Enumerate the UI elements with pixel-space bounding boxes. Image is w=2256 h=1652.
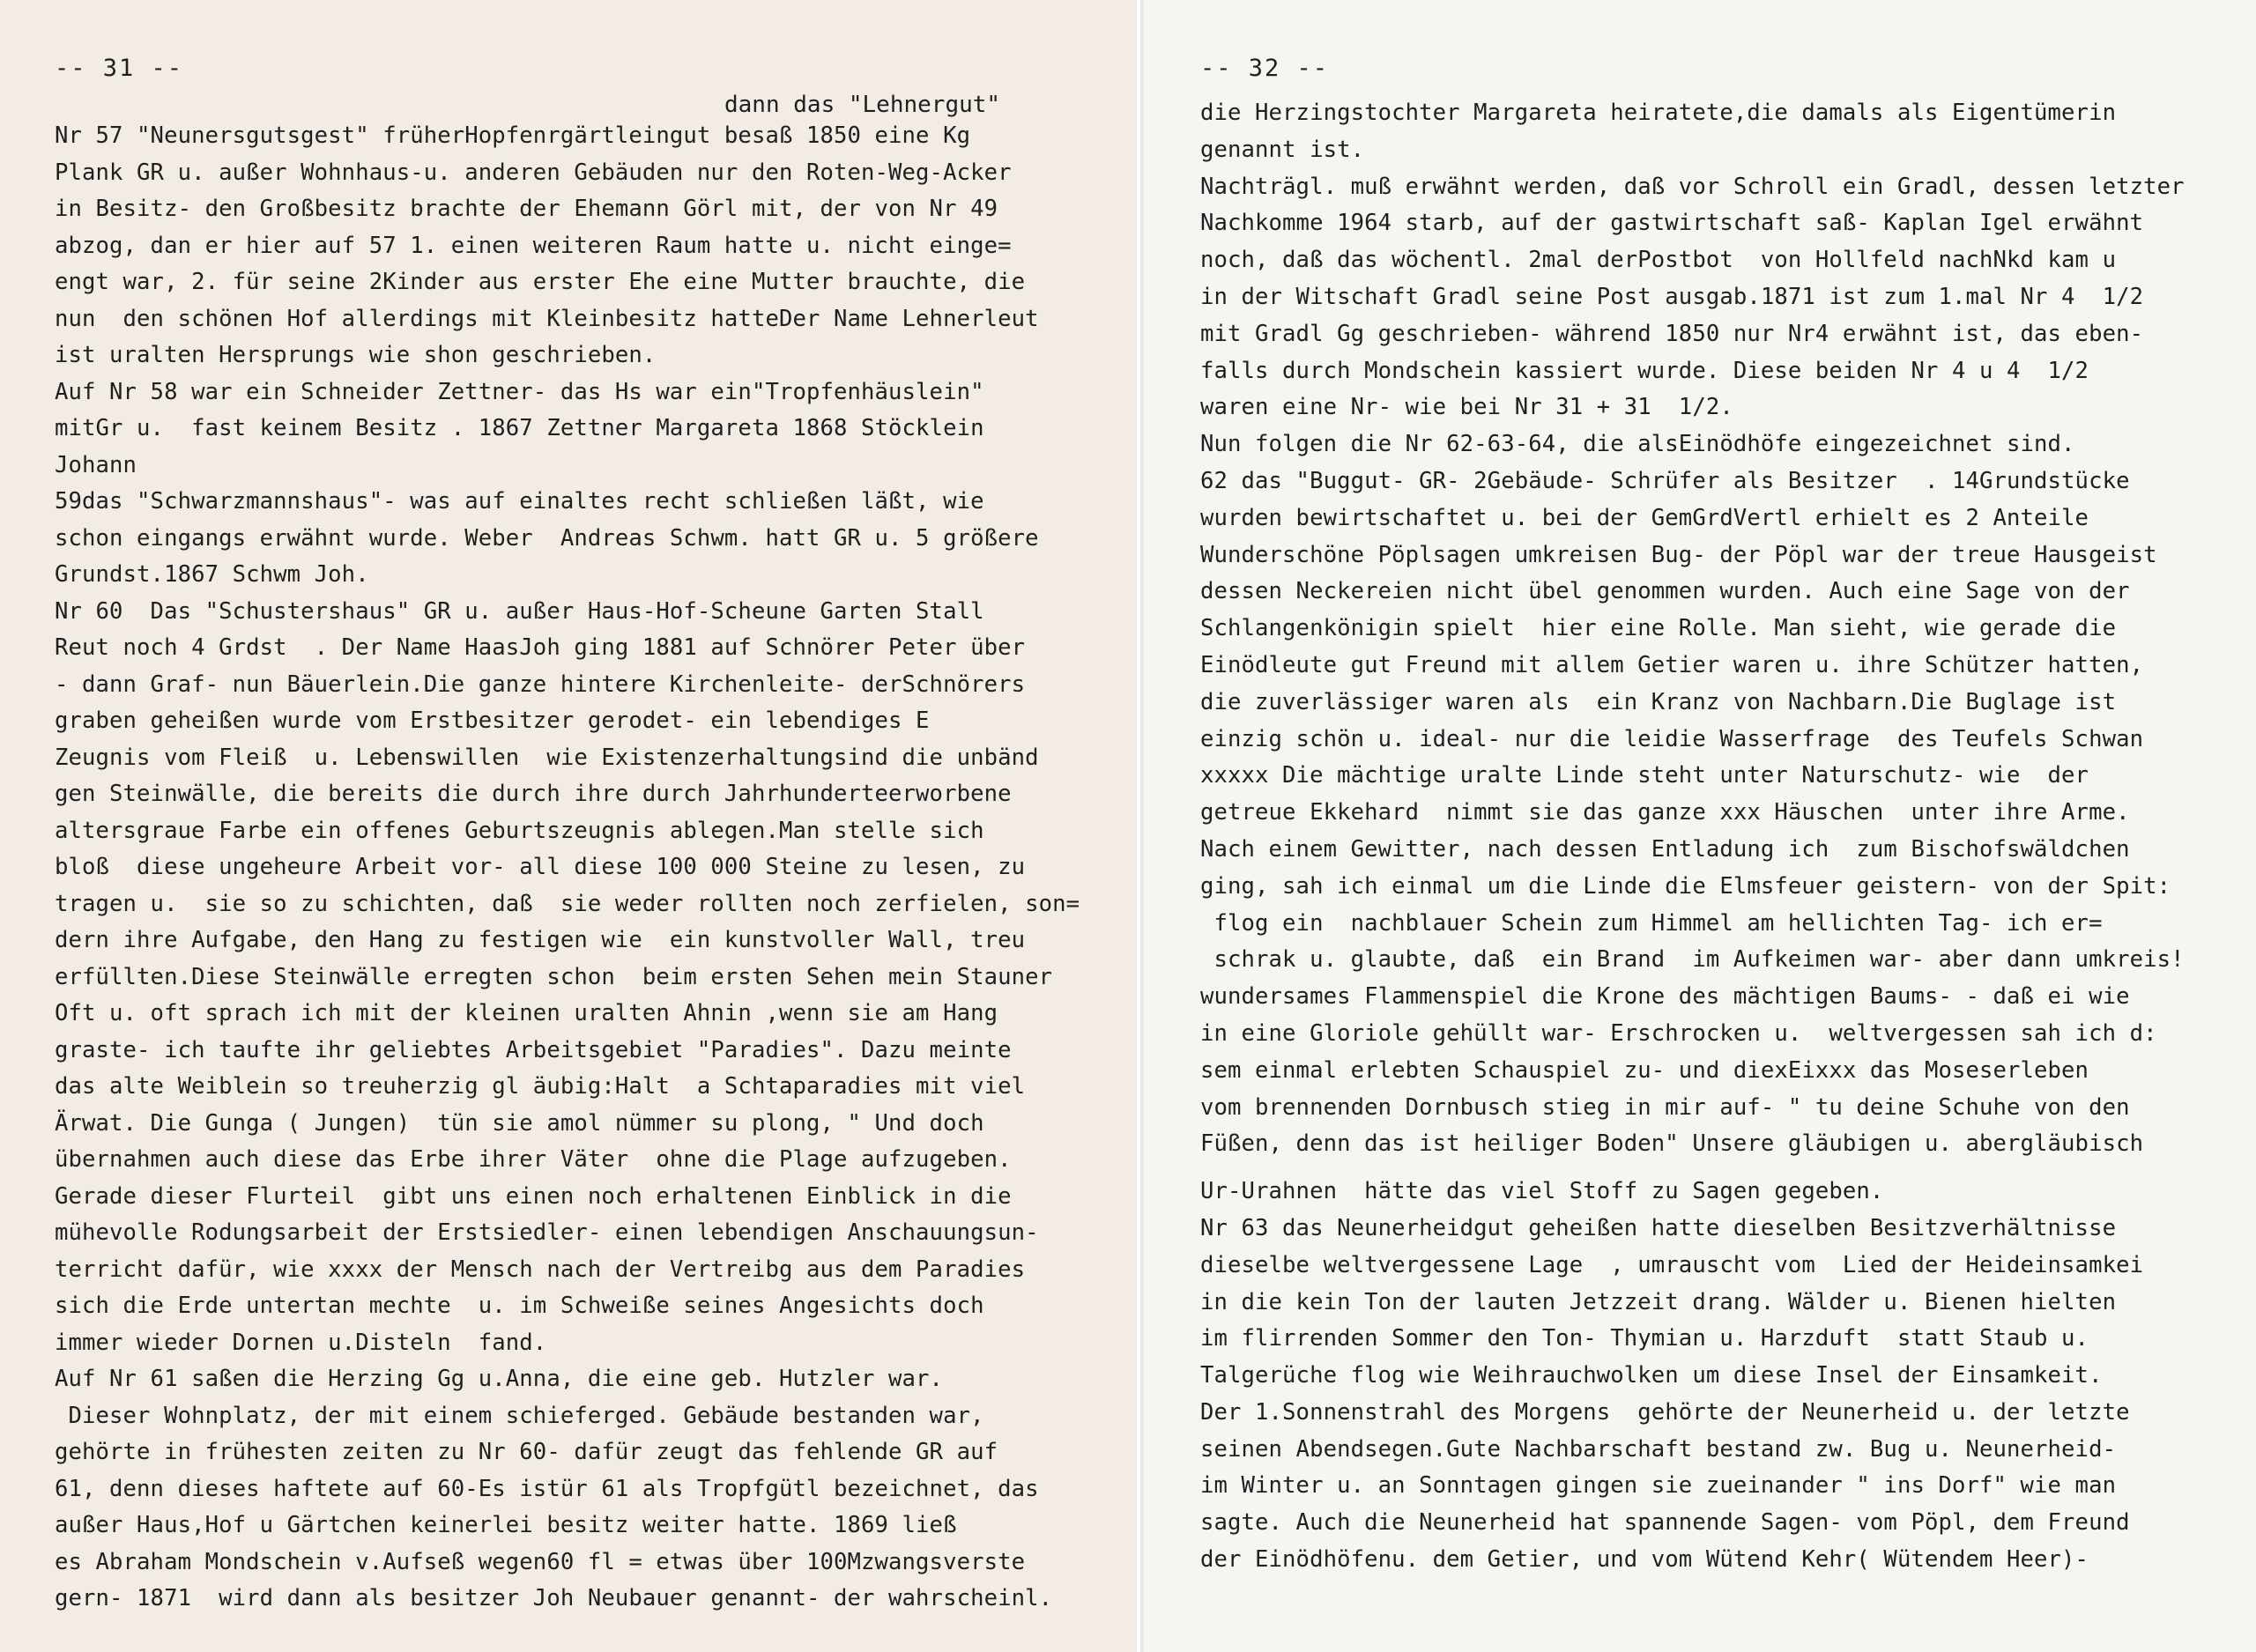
text-line: einzig schön u. ideal- nur die leidie Wasserfrage des Teufels Schwan: [1200, 725, 2144, 752]
text-line: Nr 57 "Neunersgutsgest" früherHopfenrgärtleingut besaß 1850 eine Kg: [55, 122, 971, 149]
text-line: ging, sah ich einmal um die Linde die Elmsfeuer geistern- von der Spit:: [1200, 872, 2171, 900]
text-line: Oft u. oft sprach ich mit der kleinen uralten Ahnin ,wenn sie am Hang: [55, 1000, 998, 1026]
text-line: es Abraham Mondschein v.Aufseß wegen60 fl = etwas über 100Mzwangsverste: [55, 1548, 1026, 1575]
text-line: wundersames Flammenspiel die Krone des mächtigen Baums- - daß ei wie: [1200, 983, 2130, 1011]
text-line: Auf Nr 61 saßen die Herzing Gg u.Anna, die eine geb. Hutzler war.: [55, 1366, 944, 1392]
text-line: Talgerüche flog wie Weihrauchwolken um diese Insel der Einsamkeit.: [1200, 1362, 2103, 1389]
text-line: Gerade dieser Flurteil gibt uns einen noch erhaltenen Einblick in die: [55, 1182, 1012, 1210]
text-line: sich die Erde untertan mechte u. im Schweiße seines Angesichts doch: [55, 1293, 984, 1319]
text-line: nun den schönen Hof allerdings mit Kleinbesitz hatteDer Name Lehnerleut: [55, 305, 1039, 332]
text-line: schrak u. glaubte, daß ein Brand im Aufkeimen war- aber dann umkreis!: [1200, 946, 2185, 974]
text-line: 59das "Schwarzmannshaus"- was auf einaltes recht schließen läßt, wie: [55, 488, 984, 515]
text-line: dieselbe weltvergessene Lage , umrauscht vom Lied der Heideinsamkei: [1200, 1251, 2144, 1278]
text-line: Füßen, denn das ist heiliger Boden" Unsere gläubigen u. abergläubisch: [1200, 1130, 2144, 1158]
text-line: schon eingangs erwähnt wurde. Weber Andreas Schwm. hatt GR u. 5 größere: [55, 524, 1039, 552]
text-line: Einödleute gut Freund mit allem Getier waren u. ihre Schützer hatten,: [1200, 651, 2144, 678]
text-line: in eine Gloriole gehüllt war- Erschrocken u. weltvergessen sah ich d:: [1200, 1019, 2157, 1047]
text-line: in die kein Ton der lauten Jetzzeit drang. Wälder u. Bienen hielten: [1200, 1288, 2117, 1315]
text-line: Johann: [55, 451, 137, 478]
text-line: gern- 1871 wird dann als besitzer Joh Neubauer genannt- der wahrscheinl.: [55, 1585, 1053, 1611]
page-number: -- 31 --: [55, 55, 184, 82]
text-line: seinen Abendsegen.Gute Nachbarschaft bestand zw. Bug u. Neunerheid-: [1200, 1435, 2117, 1463]
text-line: der Einödhöfenu. dem Getier, und vom Wütend Kehr( Wütendem Heer)-: [1200, 1546, 2089, 1574]
text-line: übernahmen auch diese das Erbe ihrer Väter ohne die Plage aufzugeben.: [55, 1146, 1012, 1173]
text-line: Nr 63 das Neunerheidgut geheißen hatte dieselben Besitzverhältnisse: [1200, 1214, 2117, 1241]
text-line: waren eine Nr- wie bei Nr 31 + 31 1/2.: [1200, 394, 1733, 421]
text-line: Wunderschöne Pöplsagen umkreisen Bug- der Pöpl war der treue Hausgeist: [1200, 541, 2157, 568]
text-line: 61, denn dieses haftete auf 60-Es istür 61 als Tropfgütl bezeichnet, das: [55, 1475, 1039, 1502]
text-line: die zuverlässiger waren als ein Kranz von Nachbarn.Die Buglage ist: [1200, 688, 2117, 715]
text-block: [55, 118, 1137, 1618]
text-line: die Herzingstochter Margareta heiratete,die damals als Eigentümerin: [1200, 100, 2117, 126]
text-line: Nr 60 Das "Schustershaus" GR u. außer Haus-Hof-Scheune Garten Stall: [55, 597, 984, 625]
text-line: Nachkomme 1964 starb, auf der gastwirtschaft saß- Kaplan Igel erwähnt: [1200, 210, 2144, 237]
text-line: graben geheißen wurde vom Erstbesitzer gerodet- ein lebendiges E: [55, 707, 930, 734]
text-line: dessen Neckereien nicht übel genommen wurden. Auch eine Sage von der: [1200, 578, 2130, 605]
text-line: wurden bewirtschaftet u. bei der GemGrdVertl erhielt es 2 Anteile: [1200, 504, 2089, 531]
text-line: sem einmal erlebten Schauspiel zu- und diexEixxx das Moseserleben: [1200, 1056, 2089, 1084]
text-line: Reut noch 4 Grdst . Der Name HaasJoh ging 1881 auf Schnörer Peter über: [55, 634, 1026, 661]
text-line: noch, daß das wöchentl. 2mal derPostbot von Hollfeld nachNkd kam u: [1200, 247, 2117, 274]
text-line: 62 das "Buggut- GR- 2Gebäude- Schrüfer als Besitzer . 14Grundstücke: [1200, 467, 2130, 494]
text-line: Plank GR u. außer Wohnhaus-u. anderen Gebäuden nur den Roten-Weg-Acker: [55, 159, 1012, 186]
text-line: graste- ich taufte ihr geliebtes Arbeitsgebiet "Paradies". Dazu meinte: [55, 1036, 1012, 1063]
page-number: -- 32 --: [1200, 55, 1330, 82]
text-line: Der 1.Sonnenstrahl des Morgens gehörte der Neunerheid u. der letzte: [1200, 1398, 2130, 1426]
text-line: tragen u. sie so zu schichten, daß sie weder rollten noch zerfielen, son=: [55, 890, 1080, 917]
text-line: abzog, dan er hier auf 57 1. einen weiteren Raum hatte u. nicht einge=: [55, 232, 1012, 259]
text-line: bloß diese ungeheure Arbeit vor- all diese 100 000 Steine zu lesen, zu: [55, 854, 1026, 880]
text-line: erfüllten.Diese Steinwälle erregten schon beim ersten Sehen mein Stauner: [55, 963, 1053, 990]
text-line: außer Haus,Hof u Gärtchen keinerlei besitz weiter hatte. 1869 ließ: [55, 1512, 957, 1538]
text-line: Ur-Urahnen hätte das viel Stoff zu Sagen gegeben.: [1200, 1178, 1884, 1205]
text-line: Nach einem Gewitter, nach dessen Entladung ich zum Bischofswäldchen: [1200, 835, 2130, 863]
text-line: Nun folgen die Nr 62-63-64, die alsEinödhöfe eingezeichnet sind.: [1200, 431, 2075, 458]
text-line: genannt ist.: [1200, 136, 1365, 163]
text-line: falls durch Mondschein kassiert wurde. Diese beiden Nr 4 u 4 1/2: [1200, 357, 2089, 384]
text-line: ist uralten Hersprungs wie shon geschrieben.: [55, 342, 657, 368]
text-line: Grundst.1867 Schwm Joh.: [55, 561, 369, 588]
text-line: im flirrenden Sommer den Ton- Thymian u. Harzduft statt Staub u.: [1200, 1325, 2089, 1352]
text-line: Ärwat. Die Gunga ( Jungen) tün sie amol nümmer su plong, " Und doch: [55, 1109, 984, 1137]
margin-note: dann das "Lehnergut": [724, 92, 1001, 118]
text-line: getreue Ekkehard nimmt sie das ganze xxx Häuschen unter ihre Arme.: [1200, 799, 2130, 826]
text-line: Nachträgl. muß erwähnt werden, daß vor Schroll ein Gradl, dessen letzter: [1200, 173, 2185, 200]
text-line: Zeugnis vom Fleiß u. Lebenswillen wie Existenzerhaltungsind die unbänd: [55, 744, 1039, 771]
text-line: gen Steinwälle, die bereits die durch ihre durch Jahrhunderteerworbene: [55, 781, 1012, 807]
right-page: [1140, 0, 2256, 1652]
text-line: das alte Weiblein so treuherzig gl äubig:Halt a Schtaparadies mit viel: [55, 1073, 1026, 1100]
text-block: [1200, 95, 2256, 1579]
text-line: - dann Graf- nun Bäuerlein.Die ganze hintere Kirchenleite- derSchnörers: [55, 670, 1026, 698]
text-line: Auf Nr 58 war ein Schneider Zettner- das Hs war ein"Tropfenhäuslein": [55, 378, 984, 405]
text-line: vom brennenden Dornbusch stieg in mir auf- " tu deine Schuhe von den: [1200, 1093, 2130, 1121]
text-line: immer wieder Dornen u.Disteln fand.: [55, 1329, 547, 1356]
text-line: mühevolle Rodungsarbeit der Erstsiedler- einen lebendigen Anschauungsun-: [55, 1219, 1039, 1246]
text-line: gehörte in frühesten zeiten zu Nr 60- dafür zeugt das fehlende GR auf: [55, 1439, 998, 1465]
text-line: in Besitz- den Großbesitz brachte der Ehemann Görl mit, der von Nr 49: [55, 196, 998, 222]
text-line: dern ihre Aufgabe, den Hang zu festigen wie ein kunstvoller Wall, treu: [55, 927, 1026, 953]
text-line: engt war, 2. für seine 2Kinder aus erster Ehe eine Mutter brauchte, die: [55, 269, 1026, 295]
text-line: mit Gradl Gg geschrieben- während 1850 nur Nr4 erwähnt ist, das eben-: [1200, 320, 2144, 347]
text-line: sagte. Auch die Neunerheid hat spannende Sagen- vom Pöpl, dem Freund: [1200, 1509, 2130, 1537]
text-line: Dieser Wohnplatz, der mit einem schieferged. Gebäude bestanden war,: [55, 1402, 984, 1429]
text-line: Schlangenkönigin spielt hier eine Rolle. Man sieht, wie gerade die: [1200, 615, 2117, 642]
text-line: im Winter u. an Sonntagen gingen sie zueinander " ins Dorf" wie man: [1200, 1472, 2117, 1500]
text-line: mitGr u. fast keinem Besitz . 1867 Zettner Margareta 1868 Stöcklein: [55, 415, 984, 441]
text-line: terricht dafür, wie xxxx der Mensch nach der Vertreibg aus dem Paradies: [55, 1256, 1026, 1283]
text-line: altersgraue Farbe ein offenes Geburtszeugnis ablegen.Man stelle sich: [55, 817, 984, 844]
text-line: xxxxx Die mächtige uralte Linde steht unter Naturschutz- wie der: [1200, 762, 2089, 789]
text-line: flog ein nachblauer Schein zum Himmel am hellichten Tag- ich er=: [1200, 909, 2103, 937]
text-line: in der Witschaft Gradl seine Post ausgab.1871 ist zum 1.mal Nr 4 1/2: [1200, 283, 2144, 310]
